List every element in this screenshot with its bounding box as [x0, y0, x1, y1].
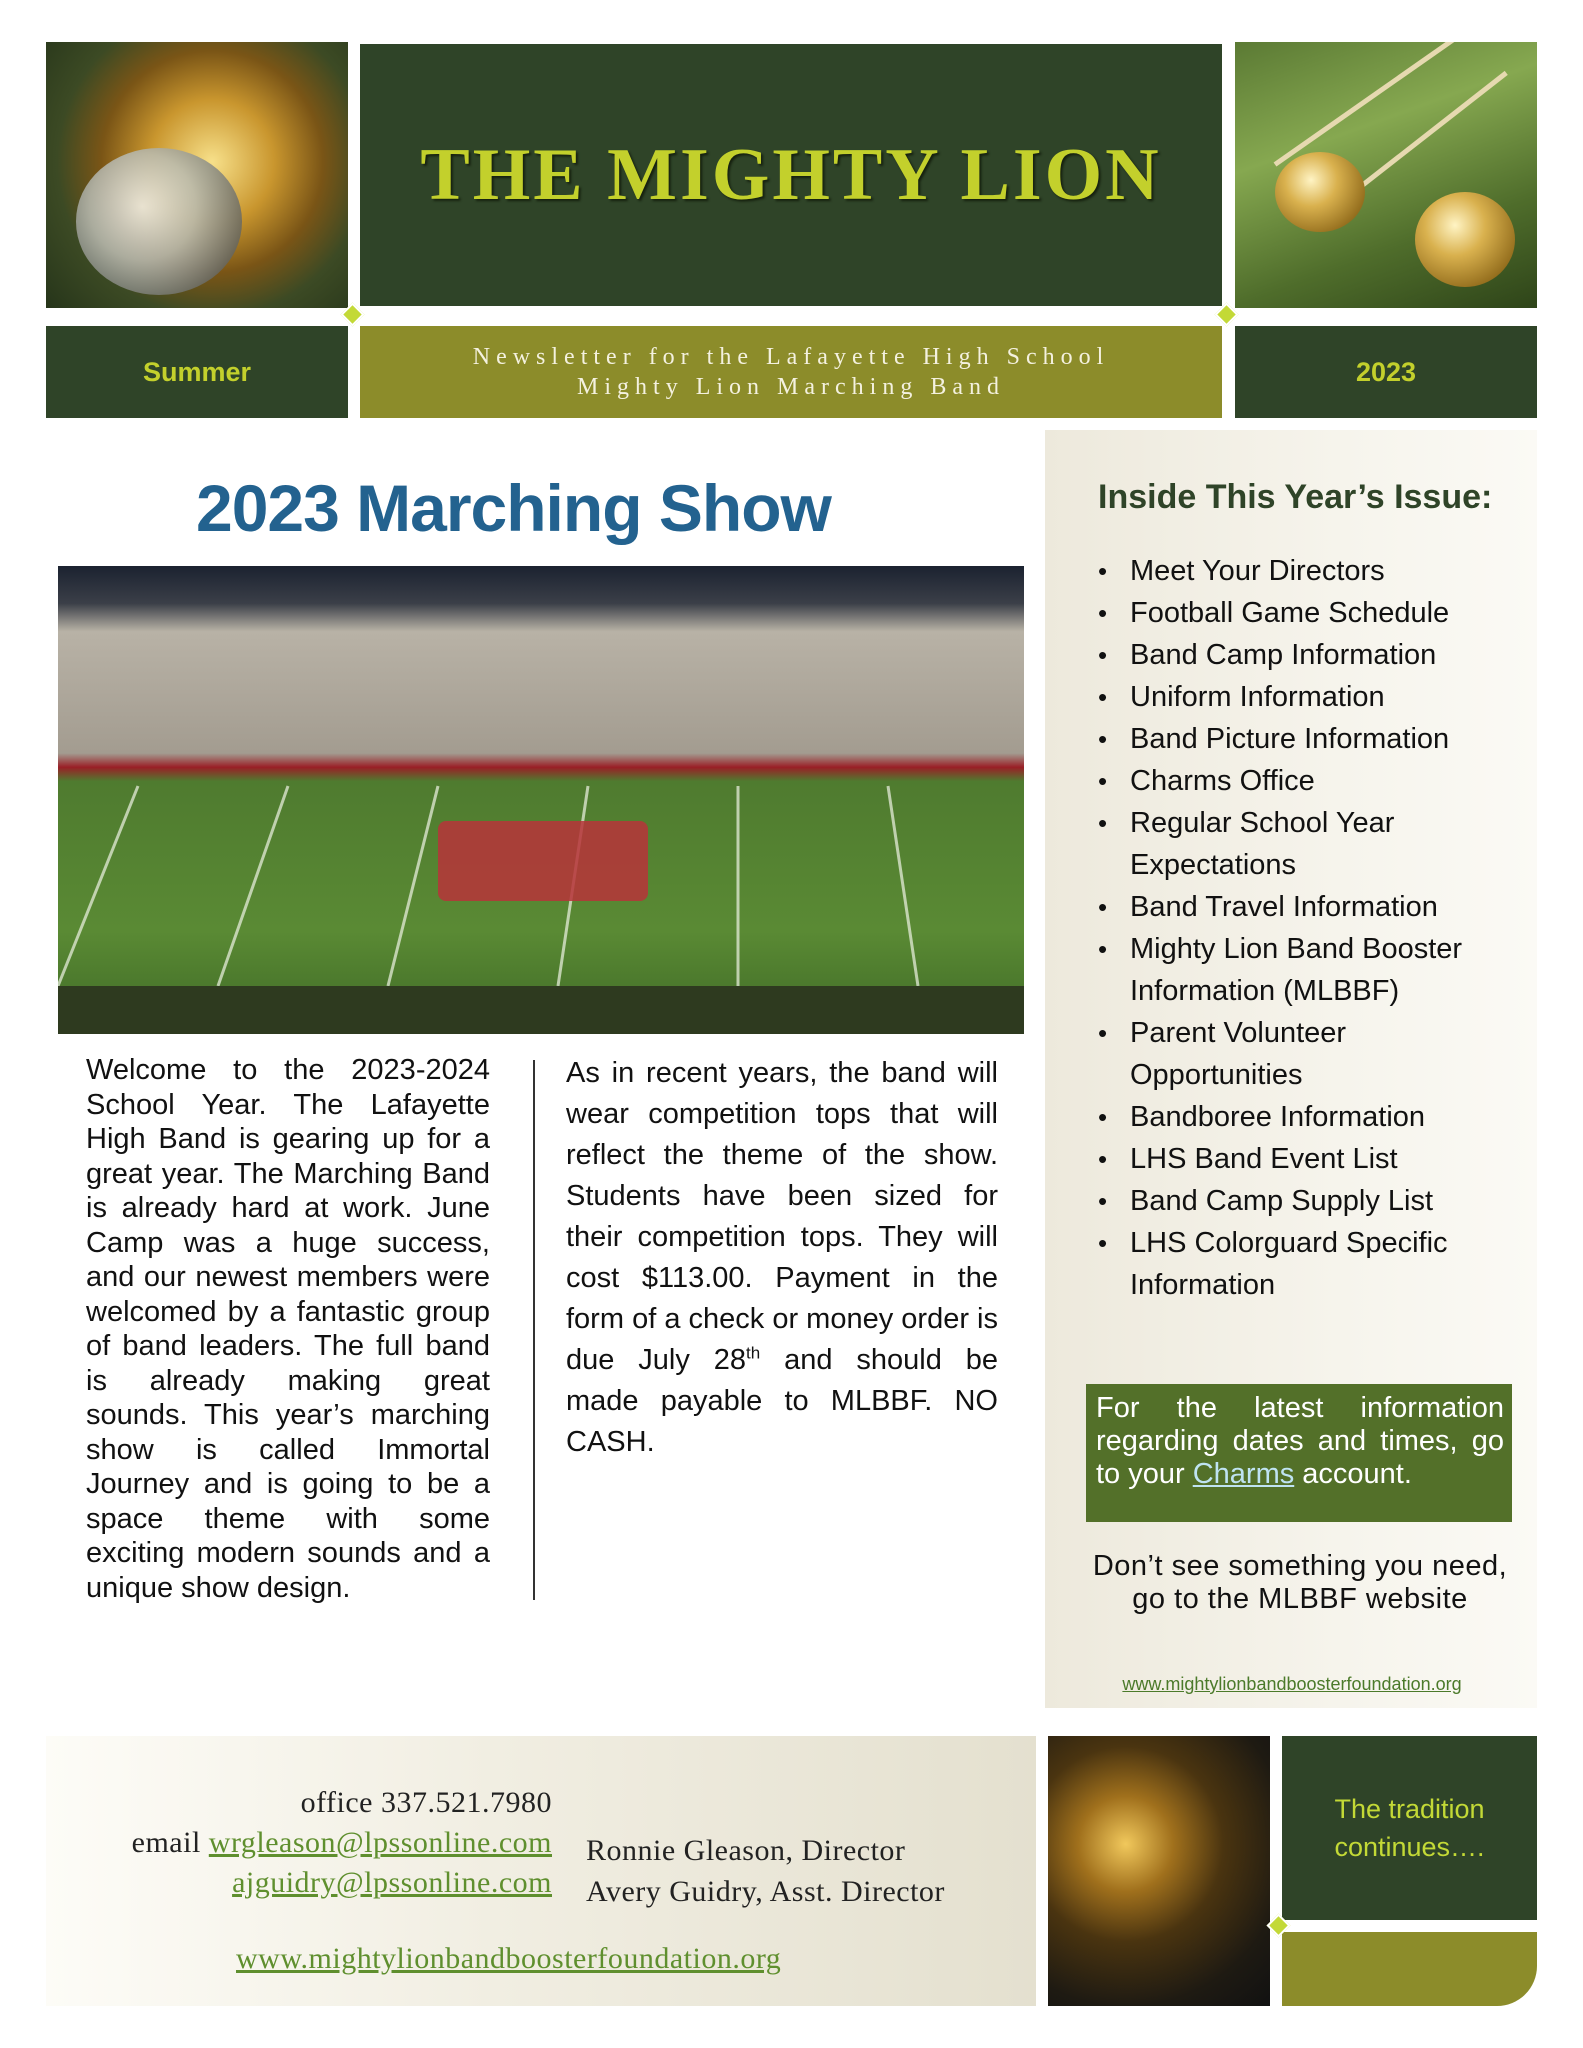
subtitle-bar [360, 326, 1222, 418]
website-note: Don’t see something you need, go to the MLBBF website [1092, 1550, 1508, 1615]
sidebar-title: Inside This Year’s Issue: [1098, 478, 1493, 516]
trombones-photo [1235, 42, 1537, 308]
page-headline: 2023 Marching Show [196, 471, 831, 545]
list-item: • Charms Office [1094, 760, 1514, 802]
list-item: • Football Game Schedule [1094, 592, 1514, 634]
article-column-2: As in recent years, the band will wear competition tops that will reflect the theme of the show. Students have been sized for their competition tops. They will cost $113.00. Payment in the form of a check or money order is due July 28th and should be made payable to MLBBF. NO CASH. [566, 1057, 998, 1458]
season-text: Summer [142, 356, 252, 387]
list-item: • LHS Band Event List [1094, 1138, 1514, 1180]
subtitle-line-1: Newsletter for the Lafayette High School [472, 344, 1110, 370]
email-line-2 [46, 1866, 552, 1900]
year-text: 2023 [1355, 356, 1417, 387]
asst-director-email-link[interactable]: ajguidry@lpssonline.com [232, 1866, 552, 1899]
charms-link[interactable]: Charms [1192, 1458, 1295, 1490]
masthead [360, 44, 1222, 306]
charms-callout: For the latest information regarding dates and times, go to your Charms account. [1086, 1384, 1512, 1522]
list-item: • Uniform Information [1094, 676, 1514, 718]
list-item: • Band Camp Information [1094, 634, 1514, 676]
list-item: • Meet Your Directors [1094, 550, 1514, 592]
trumpet-photo [1048, 1736, 1270, 2006]
director-email-link[interactable]: wrgleason@lpssonline.com [208, 1826, 552, 1859]
tradition-line-2: continues…. [1334, 1832, 1485, 1862]
list-item: • Band Travel Information [1094, 886, 1514, 928]
issue-contents-list [1094, 550, 1514, 1306]
list-item: • LHS Colorguard Specific Information [1094, 1222, 1510, 1306]
list-item: • Parent Volunteer Opportunities [1094, 1012, 1430, 1096]
tradition-box [1282, 1736, 1537, 1920]
column-divider [533, 1060, 535, 1600]
list-item: • Regular School Year Expectations [1094, 802, 1470, 886]
subtitle-line-2: Mighty Lion Marching Band [577, 374, 1005, 400]
tradition-line-1: The tradition [1334, 1794, 1485, 1824]
list-item: • Band Camp Supply List [1094, 1180, 1514, 1222]
email-line-1: email wrgleason@lpssonline.com [131, 1826, 552, 1859]
olive-corner-block [1282, 1932, 1537, 2006]
list-item: • Mighty Lion Band Booster Information (MLBBF) [1094, 928, 1530, 1012]
booster-website-link[interactable]: www.mightylionbandboosterfoundation.org [1122, 1674, 1462, 1694]
list-item: • Band Picture Information [1094, 718, 1514, 760]
director-name: Ronnie Gleason, Director [586, 1834, 906, 1867]
asst-director-name: Avery Guidry, Asst. Director [586, 1875, 945, 1908]
newsletter-title: THE MIGHTY LION [420, 133, 1162, 216]
year-label [1235, 326, 1537, 418]
list-item: • Bandboree Information [1094, 1096, 1514, 1138]
season-label [46, 326, 348, 418]
footer-website-link[interactable]: www.mightylionbandboosterfoundation.org [236, 1942, 782, 1975]
french-horn-photo [46, 42, 348, 308]
article-column-1: Welcome to the 2023-2024 School Year. The Lafayette High Band is gearing up for a great year. The Marching Band is already hard at work. June Camp was a huge success, and our newest members were welcomed by a fantastic group of band leaders. The full band is already making great sounds. This year’s marching show is called Immortal Journey and is going to be a space theme with some exciting modern sounds and a unique show design. [86, 1054, 490, 1604]
office-phone: office 337.521.7980 [300, 1786, 552, 1819]
marching-band-stadium-photo [58, 566, 1024, 1034]
